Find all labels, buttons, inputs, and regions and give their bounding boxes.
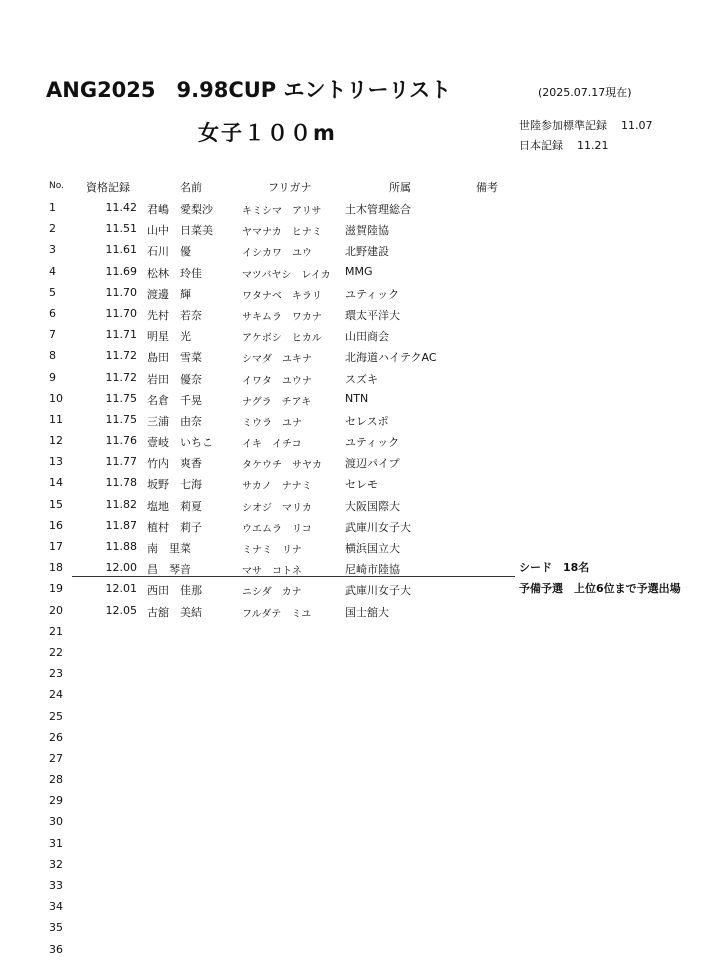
entry-name: 君嶋 愛梨沙 [147, 203, 213, 216]
entry-name: 渡邊 輝 [147, 287, 191, 301]
entry-affiliation: 滋賀陸協 [345, 224, 389, 238]
table-row [0, 409, 715, 430]
entry-no: 3 [49, 243, 56, 257]
prelim-note: 予備予選 上位6位まで予選出場 [519, 582, 681, 595]
entry-mark: 11.77 [105, 455, 137, 469]
table-row [0, 451, 715, 472]
table-row [0, 494, 715, 515]
table-row [0, 790, 715, 811]
entry-name: 三浦 由奈 [147, 414, 202, 428]
column-header-mark: 資格記録 [86, 181, 130, 194]
entry-no: 4 [49, 264, 56, 278]
entry-furigana: ウエムラ リコ [242, 523, 312, 535]
entry-mark: 11.82 [105, 497, 137, 511]
entry-affiliation: スズキ [345, 372, 378, 386]
record-label: 世陸参加標準記録 [519, 119, 607, 132]
entry-affiliation: 尼崎市陸協 [345, 563, 400, 577]
table-row [0, 642, 715, 663]
table-row [0, 663, 715, 684]
column-header-furigana: フリガナ [268, 181, 312, 194]
table-row [0, 684, 715, 705]
entry-no: 5 [49, 285, 56, 299]
entry-affiliation: ユティック [345, 287, 400, 301]
entry-furigana: サカノ ナナミ [242, 481, 312, 493]
entry-no: 36 [49, 942, 63, 956]
entry-furigana: マツバヤシ レイカ [242, 269, 331, 281]
entry-name: 坂野 七海 [147, 478, 202, 492]
table-row [0, 706, 715, 727]
record-world-standard [519, 117, 653, 133]
table-row [0, 917, 715, 938]
entry-mark: 11.72 [105, 370, 137, 384]
entry-furigana: アケボシ ヒカル [242, 333, 322, 345]
entry-mark: 11.88 [105, 540, 137, 553]
entry-mark: 12.00 [105, 561, 137, 575]
entry-no: 7 [49, 328, 56, 342]
entry-no: 32 [49, 857, 63, 871]
table-row [0, 324, 715, 345]
table-row [0, 239, 715, 260]
entry-mark: 11.72 [105, 349, 137, 363]
entry-no: 11 [49, 412, 63, 426]
page-title: ANG2025 9.98CUP エントリーリスト [46, 78, 452, 102]
entry-name: 南 里菜 [147, 542, 191, 555]
table-row [0, 811, 715, 832]
entry-no: 13 [49, 455, 63, 469]
entry-no: 19 [49, 582, 63, 596]
record-value: 11.21 [577, 139, 609, 152]
entry-furigana: キミシマ アリサ [242, 206, 322, 217]
entry-name: 島田 雪菜 [147, 351, 202, 365]
column-header-note: 備考 [476, 181, 498, 194]
entry-furigana: ナグラ チアキ [242, 396, 312, 408]
entry-affiliation: MMG [345, 264, 373, 278]
entry-no: 1 [49, 201, 56, 214]
entry-no: 15 [49, 497, 63, 511]
entry-name: 先村 若奈 [147, 308, 202, 322]
entry-no: 2 [49, 222, 56, 236]
record-japan [519, 137, 609, 153]
entry-name: 塩地 莉夏 [147, 499, 202, 513]
entry-no: 12 [49, 434, 63, 448]
table-row [0, 769, 715, 790]
entry-affiliation: ユティック [345, 436, 400, 450]
entry-table [0, 197, 715, 960]
entry-name: 明星 光 [147, 330, 191, 344]
entry-mark: 11.61 [105, 243, 137, 257]
event-subtitle: 女子１００m [198, 121, 337, 145]
entry-affiliation: 国士舘大 [345, 605, 389, 619]
entry-furigana: ヤマナカ ヒナミ [242, 227, 322, 239]
entry-mark: 11.75 [105, 412, 137, 426]
entry-no: 24 [49, 688, 63, 702]
entry-no: 31 [49, 836, 63, 850]
entry-furigana: イシカワ ユウ [242, 248, 312, 260]
entry-mark: 11.70 [105, 306, 137, 320]
entry-mark: 12.05 [105, 603, 137, 617]
entry-furigana: ニシダ カナ [242, 587, 302, 599]
entry-no: 21 [49, 624, 63, 638]
entry-mark: 11.78 [105, 476, 137, 490]
entry-affiliation: NTN [345, 391, 369, 405]
entry-no: 17 [49, 540, 63, 553]
table-row [0, 345, 715, 366]
entry-affiliation: 北海道ハイテクAC [345, 351, 437, 365]
entry-affiliation: 環太平洋大 [345, 308, 400, 322]
entry-no: 18 [49, 561, 63, 575]
entry-affiliation: 横浜国立大 [345, 542, 400, 555]
entry-no: 8 [49, 349, 56, 363]
entry-name: 石川 優 [147, 245, 191, 259]
entry-name: 昌 琴音 [147, 563, 191, 577]
entry-name: 松林 玲佳 [147, 266, 202, 280]
table-row [0, 218, 715, 239]
entry-furigana: タケウチ サヤカ [242, 460, 322, 472]
as-of-date: (2025.07.17現在) [538, 86, 632, 99]
record-value: 11.07 [621, 119, 653, 132]
entry-affiliation: 武庫川女子大 [345, 520, 411, 534]
column-header-no: No. [49, 181, 64, 191]
table-row [0, 939, 715, 960]
entry-mark: 11.76 [105, 434, 137, 448]
entry-mark: 11.75 [105, 391, 137, 405]
table-row [0, 515, 715, 536]
entry-no: 20 [49, 603, 63, 617]
table-row [0, 748, 715, 769]
entry-furigana: ミウラ ユナ [242, 417, 302, 429]
entry-mark: 11.87 [105, 518, 137, 532]
table-row [0, 600, 715, 621]
entry-no: 10 [49, 391, 63, 405]
entry-mark: 12.01 [105, 582, 137, 596]
table-row [0, 388, 715, 409]
entry-no: 28 [49, 773, 63, 787]
entry-mark: 11.69 [105, 264, 137, 278]
table-row [0, 303, 715, 324]
entry-affiliation: 大阪国際大 [345, 499, 400, 513]
entry-no: 34 [49, 900, 63, 914]
entry-furigana: サキムラ ワカナ [242, 311, 322, 323]
entry-name: 壹岐 いちこ [147, 436, 213, 450]
table-row [0, 854, 715, 875]
table-row [0, 367, 715, 388]
entry-furigana: フルダテ ミユ [242, 608, 312, 620]
entry-name: 岩田 優奈 [147, 372, 202, 386]
entry-furigana: イワタ ユウナ [242, 375, 312, 387]
column-header-name: 名前 [180, 181, 202, 194]
table-row [0, 472, 715, 493]
entry-mark: 11.51 [105, 222, 137, 236]
table-row [0, 833, 715, 854]
entry-name: 山中 日菜美 [147, 224, 213, 238]
entry-name: 西田 佳那 [147, 584, 202, 598]
entry-no: 22 [49, 645, 63, 659]
entry-affiliation: セレスポ [345, 414, 389, 428]
record-label: 日本記録 [519, 139, 563, 152]
entry-no: 30 [49, 815, 63, 829]
entry-affiliation: セレモ [345, 478, 378, 492]
entry-no: 35 [49, 921, 63, 935]
table-row [0, 875, 715, 896]
entry-affiliation: 土木管理総合 [345, 203, 411, 216]
entry-name: 植村 莉子 [147, 520, 202, 534]
entry-name: 名倉 千晃 [147, 393, 202, 407]
entry-no: 27 [49, 751, 63, 765]
entry-no: 6 [49, 306, 56, 320]
entry-no: 9 [49, 370, 56, 384]
seed-cutoff-line [72, 576, 515, 577]
entry-name: 竹内 爽香 [147, 457, 202, 471]
entry-affiliation: 山田商会 [345, 330, 389, 344]
entry-affiliation: 武庫川女子大 [345, 584, 411, 598]
entry-mark: 11.70 [105, 285, 137, 299]
entry-affiliation: 北野建設 [345, 245, 389, 259]
seed-note: シード 18名 [519, 561, 590, 574]
entry-furigana: ワタナベ キラリ [242, 290, 322, 302]
table-row [0, 261, 715, 282]
entry-no: 33 [49, 879, 63, 892]
entry-furigana: シオジ マリカ [242, 502, 312, 514]
entry-name: 古舘 美結 [147, 605, 202, 619]
table-row [0, 727, 715, 748]
table-row [0, 282, 715, 303]
table-row [0, 197, 715, 218]
table-row [0, 430, 715, 451]
entry-furigana: マサ コトネ [242, 566, 302, 578]
table-row [0, 896, 715, 917]
entry-furigana: イキ イチコ [242, 439, 302, 451]
entry-mark: 11.42 [105, 201, 137, 214]
table-row [0, 536, 715, 557]
entry-no: 29 [49, 794, 63, 808]
entry-no: 14 [49, 476, 63, 490]
entry-no: 26 [49, 730, 63, 744]
entry-no: 25 [49, 709, 63, 723]
column-header-affiliation: 所属 [389, 181, 411, 194]
entry-affiliation: 渡辺パイプ [345, 457, 400, 471]
table-row [0, 621, 715, 642]
entry-mark: 11.71 [105, 328, 137, 342]
entry-furigana: ミナミ リナ [242, 545, 302, 556]
entry-no: 23 [49, 667, 63, 681]
entry-furigana: シマダ ユキナ [242, 354, 312, 366]
entry-no: 16 [49, 518, 63, 532]
